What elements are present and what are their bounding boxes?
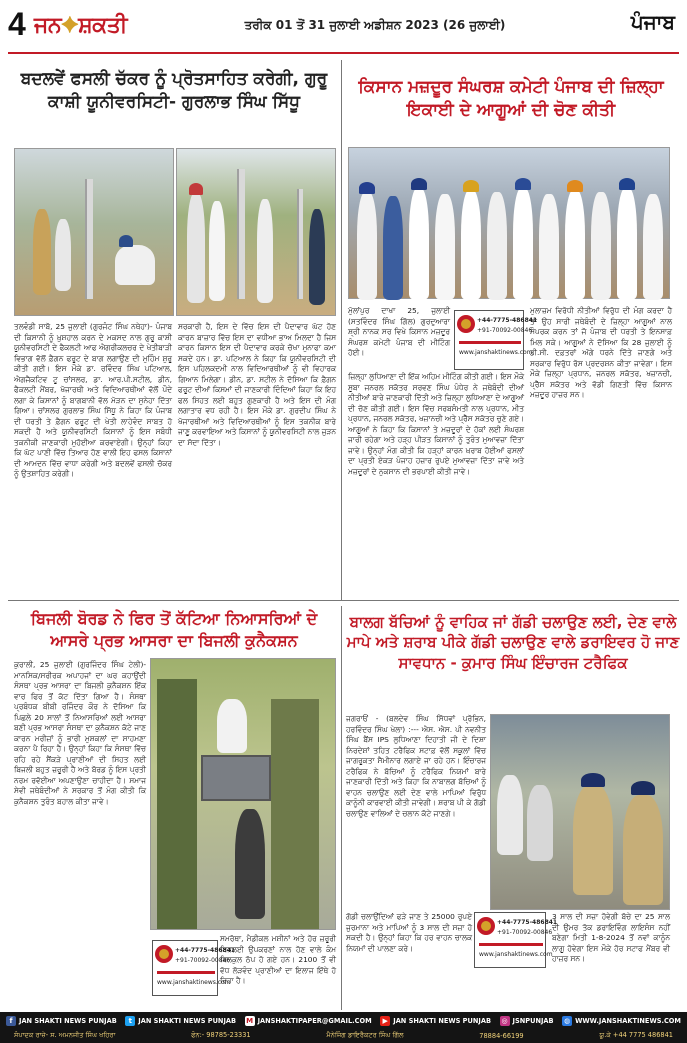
brand-part1: ਜਨ [34, 12, 62, 37]
story-a-photo-orchard[interactable] [176, 148, 336, 316]
person-figure [257, 199, 273, 303]
person-figure [217, 699, 247, 753]
ad-website: www.janshaktinews.com [479, 951, 553, 958]
pole-shape [237, 169, 245, 299]
person-figure [357, 192, 377, 300]
email-address: JANSHAKTIPAPER@GMAIL.COM [257, 1016, 372, 1025]
story-b-body-col1: ਮੁੱਲਾਂਪੁਰ ਦਾਖਾ 25, ਜੁਲਾਈ (ਸਤਵਿੰਦਰ ਸਿੰਘ ਗਿੱਲ) ਗੁਰਦੁਆਰਾ ਸ਼੍ਰੀ ਨਾਨਕ ਸਰ ਵਿਖੇ ਕਿਸਾਨ ਮਜ਼ਦੂਰ ਸੰਘਰਸ਼ ਕਮੇਟੀ ਪੰਜਾਬ ਦੀ ਮੀਟਿੰਗ ਹੋਈ। [348, 306, 450, 358]
footer-director: ਮੈਨੇਜਿੰਗ ਡਾਇਰੈਕਟਰ ਸਿੰਘ ਗਿੱਲ [326, 1031, 404, 1039]
newspaper-logo[interactable] [34, 12, 127, 38]
story-a-body-col2: ਸਰਕਾਰੀ ਹੈ, ਇਸ ਦੇ ਵਿੱਚ ਇਸ ਦੀ ਪੈਦਾਵਾਰ ਘੱਟ ਹੋਣ ਕਾਰਨ ਬਾਜ਼ਾਰ ਵਿੱਚ ਇਸ ਦਾ ਵਧੀਆ ਭਾਅ ਮਿਲਦਾ ਹੈ ਜਿਸ ਕਾਰਨ ਕਿਸਾਨ ਇਸ ਦੀ ਪੈਦਾਵਾਰ ਕਰਕੇ ਚੋਖਾ ਮੁਨਾਫਾ ਕਮਾ ਸਕਦੇ ਹਨ। ਡਾ. ਪਟਿਆਲ ਨੇ ਕਿਹਾ ਕਿ ਯੂਨੀਵਰਸਿਟੀ ਦੀ ਇਸ ਪਹਿਲਕਦਮੀ ਨਾਲ ਵਿਦਿਆਰਥੀਆਂ ਨੂੰ ਵੀ ਵਿਹਾਰਕ ਗਿਆਨ ਮਿਲੇਗਾ। ਡੀਨ, ਡਾ. ਸਟੀਲ ਨੇ ਦੱਸਿਆ ਕਿ ਫ਼ੈਗਨ ਫਰੂਟ ਦੀਆਂ ਕਿਸਮਾਂ ਦੀ ਜਾਣਕਾਰੀ ਦਿੰਦਿਆਂ ਕਿਹਾ ਕਿ ਇਹ ਫਲ ਸਿਹਤ ਲਈ ਬਹੁਤ ਗੁਣਕਾਰੀ ਹੈ ਅਤੇ ਇਸ ਦੀ ਮੰਗ ਲਗਾਤਾਰ ਵਧ ਰਹੀ ਹੈ। ਇਸ ਮੌਕੇ ਡਾ. ਗੁਰਦੀਪ ਸਿੰਘ ਨੇ ਖੋਜਾਰਥੀਆਂ ਅਤੇ ਵਿਦਿਆਰਥੀਆਂ ਨੂੰ ਇਸ ਤਕਨੀਕ ਬਾਰੇ ਜਾਣੂ ਕਰਵਾਇਆ ਅਤੇ ਕਿਸਾਨਾਂ ਨੂੰ ਯੂਨੀਵਰਸਿਟੀ ਨਾਲ ਜੁੜਨ ਦਾ ਸੱਦਾ ਦਿੱਤਾ। [178, 322, 336, 447]
story-b-body-col2: ਜ਼ਿਲ੍ਹਾ ਲੁਧਿਆਣਾ ਦੀ ਇੱਕ ਅਹਿਮ ਮੀਟਿੰਗ ਕੀਤੀ ਗਈ। ਇਸ ਮੌਕੇ ਸੂਬਾ ਜਨਰਲ ਸਕੱਤਰ ਸਰਵਣ ਸਿੰਘ ਪੰਧੇਰ ਨੇ ਜਥੇਬੰਦੀ ਦੀਆਂ ਨੀਤੀਆਂ ਬਾਰੇ ਜਾਣਕਾਰੀ ਦਿੱਤੀ ਅਤੇ ਜ਼ਿਲ੍ਹਾ ਲੁਧਿਆਣਾ ਦੇ ਆਗੂਆਂ ਦੀ ਚੋਣ ਕੀਤੀ ਗਈ। ਇਸ ਵਿੱਚ ਸਰਬਸੰਮਤੀ ਨਾਲ ਪ੍ਰਧਾਨ, ਮੀਤ ਪ੍ਰਧਾਨ, ਜਨਰਲ ਸਕੱਤਰ, ਖਜ਼ਾਨਚੀ ਅਤੇ ਪ੍ਰੈੱਸ ਸਕੱਤਰ ਚੁਣੇ ਗਏ। ਆਗੂਆਂ ਨੇ ਕਿਹਾ ਕਿ ਕਿਸਾਨਾਂ ਤੇ ਮਜ਼ਦੂਰਾਂ ਦੇ ਹੱਕਾਂ ਲਈ ਸੰਘਰਸ਼ ਜਾਰੀ ਰਹੇਗਾ ਅਤੇ ਹੜ੍ਹ ਪੀੜਤ ਕਿਸਾਨਾਂ ਨੂੰ ਤੁਰੰਤ ਮੁਆਵਜ਼ਾ ਦਿੱਤਾ ਜਾਵੇ। ਉਨ੍ਹਾਂ ਮੰਗ ਕੀਤੀ ਕਿ ਹੜ੍ਹਾਂ ਕਾਰਨ ਖ਼ਰਾਬ ਹੋਈਆਂ ਫਸਲਾਂ ਦਾ ਪ੍ਰਤੀ ਏਕੜ ਪੰਜਾਹ ਹਜ਼ਾਰ ਰੁਪਏ ਮੁਆਵਜ਼ਾ ਦਿੱਤਾ ਜਾਵੇ ਅਤੇ ਮਜ਼ਦੂਰਾਂ ਦੇ ਨੁਕਸਾਨ ਦੀ ਭਰਪਾਈ ਕੀਤੀ ਜਾਵੇ। [348, 372, 524, 476]
story-b-body-col3: ਮੁਲਾਜ਼ਮ ਵਿਰੋਧੀ ਨੀਤੀਆਂ ਵਿਰੁੱਧ ਦੀ ਮੰਗ ਕਰਦਾ ਹੈ ਤਾਂ ਉਹ ਸਾਰੀ ਜਥੇਬੰਦੀ ਦੇ ਜ਼ਿਲ੍ਹਾ ਆਗੂਆਂ ਨਾਲ ਸੰਪਰਕ ਕਰਨ ਤਾਂ ਜੋ ਪੰਜਾਬ ਦੀ ਧਰਤੀ ਤੇ ਇਨਸਾਫ਼ ਮਿਲ ਸਕੇ। ਆਗੂਆਂ ਨੇ ਦੱਸਿਆ ਕਿ 28 ਜੁਲਾਈ ਨੂੰ ਡੀ.ਸੀ. ਦਫ਼ਤਰਾਂ ਅੱਗੇ ਧਰਨੇ ਦਿੱਤੇ ਜਾਣਗੇ ਅਤੇ ਸਰਕਾਰ ਵਿਰੁੱਧ ਰੋਸ ਪ੍ਰਦਰਸ਼ਨ ਕੀਤਾ ਜਾਵੇਗਾ। ਇਸ ਮੌਕੇ ਜ਼ਿਲ੍ਹਾ ਪ੍ਰਧਾਨ, ਜਨਰਲ ਸਕੱਤਰ, ਖਜ਼ਾਨਚੀ, ਪ੍ਰੈੱਸ ਸਕੱਤਰ ਅਤੇ ਵੱਡੀ ਗਿਣਤੀ ਵਿੱਚ ਕਿਸਾਨ ਮਜ਼ਦੂਰ ਹਾਜ਼ਰ ਸਨ। [530, 306, 672, 400]
ad-phone-2: +91-70092-00846 [477, 327, 533, 334]
ad-phone: +44-7775-486841 [175, 947, 236, 954]
twitter-icon: t [125, 1016, 135, 1026]
jan-shakti-ad[interactable] [454, 310, 538, 370]
person-figure [33, 209, 51, 295]
footer-facebook-link[interactable] [6, 1016, 117, 1026]
footer-youtube-link[interactable] [380, 1016, 491, 1026]
person-figure [497, 775, 523, 855]
brand-logo-icon [457, 315, 475, 333]
section-divider [8, 600, 679, 601]
turban-shape [567, 180, 583, 192]
person-figure [643, 194, 663, 300]
ad-divider [479, 943, 543, 946]
person-figure [187, 193, 205, 303]
masthead [0, 0, 687, 50]
footer-email-link[interactable] [245, 1016, 372, 1026]
person-figure [573, 785, 613, 895]
globe-icon: ◍ [564, 1016, 571, 1025]
column-divider [341, 606, 342, 1010]
jan-shakti-ad[interactable] [152, 940, 236, 996]
pole-shape [157, 679, 197, 929]
story-d-body-col2: ਗੱਡੀ ਚਲਾਉਂਦਿਆਂ ਫੜੇ ਜਾਣ ਤੇ 25000 ਰੁਪਏ ਜੁਰਮਾਨਾ ਅਤੇ ਮਾਪਿਆਂ ਨੂੰ 3 ਸਾਲ ਦੀ ਸਜ਼ਾ ਹੋ ਸਕਦੀ ਹੈ। ਉਨ੍ਹਾਂ ਕਿਹਾ ਕਿ ਹਰ ਵਾਹਨ ਚਾਲਕ ਨਿਯਮਾਂ ਦੀ ਪਾਲਣਾ ਕਰੇ। [346, 912, 472, 953]
brand-star-icon: ✦ [61, 12, 79, 37]
person-figure [409, 188, 429, 300]
instagram-icon: ◎ [501, 1016, 508, 1025]
person-figure [513, 188, 533, 300]
footer-india-phone[interactable]: ਫੋਨ:- 98785-23331 [191, 1031, 251, 1039]
section-title: ਪੰਜਾਬ [630, 10, 675, 34]
footer-mobile[interactable]: 78884-66199 [479, 1031, 524, 1040]
story-c-headline[interactable]: ਬਿਜਲੀ ਬੋਰਡ ਨੇ ਫਿਰ ਤੋਂ ਕੱਟਿਆ ਨਿਆਸਰਿਆਂ ਦੇ ਆਸਰੇ ਪ੍ਰਭ ਆਸਰਾ ਦਾ ਬਿਜਲੀ ਕੁਨੈਕਸ਼ਨ [30, 609, 318, 650]
ad-website: www.janshaktinews.com [459, 349, 533, 356]
person-figure [617, 188, 637, 300]
jan-shakti-ad[interactable] [474, 912, 558, 968]
ad-phone-2: +91-70092-00846 [497, 929, 553, 936]
story-c-transformer-photo[interactable] [150, 658, 336, 930]
person-figure [591, 192, 611, 300]
person-figure [487, 192, 507, 300]
facebook-icon: f [6, 1016, 16, 1026]
footer-contact-row [0, 1029, 687, 1042]
story-c-body-col1: ਕੁਰਾਲੀ, 25 ਜੁਲਾਈ (ਗੁਰਜਿੰਦਰ ਸਿੰਘ ਟੇਲੀ)- ਮਾਨਸਿਕ/ਸਰੀਰਕ ਅਪਾਹਜਾਂ ਦਾ ਘਰ ਕਹਾਉਂਦੀ ਸੰਸਥਾ ਪ੍ਰਭ ਆਸਰਾ ਦਾ ਬਿਜਲੀ ਕੁਨੈਕਸ਼ਨ ਇੱਕ ਵਾਰ ਫਿਰ ਤੋਂ ਕੱਟ ਦਿੱਤਾ ਗਿਆ ਹੈ। ਸੰਸਥਾ ਪ੍ਰਬੰਧਕ ਬੀਬੀ ਰਜਿੰਦਰ ਕੌਰ ਨੇ ਦੱਸਿਆ ਕਿ ਪਿਛਲੇ 20 ਸਾਲਾਂ ਤੋਂ ਨਿਆਸਰਿਆਂ ਲਈ ਆਸਰਾ ਬਣੀ ਪ੍ਰਭ ਆਸਰਾ ਸੰਸਥਾ ਦਾ ਕੁਨੈਕਸ਼ਨ ਕੱਟੇ ਜਾਣ ਕਾਰਨ ਮਰੀਜ਼ਾਂ ਨੂੰ ਭਾਰੀ ਮੁਸ਼ਕਲਾਂ ਦਾ ਸਾਹਮਣਾ ਕਰਨਾ ਪੈ ਰਿਹਾ ਹੈ। ਉਨ੍ਹਾਂ ਕਿਹਾ ਕਿ ਸੰਸਥਾ ਵਿੱਚ ਰਹਿ ਰਹੇ ਸੈਂਕੜੇ ਪ੍ਰਾਣੀਆਂ ਦੀ ਸਿਹਤ ਲਈ ਬਿਜਲੀ ਬਹੁਤ ਜ਼ਰੂਰੀ ਹੈ ਅਤੇ ਬੋਰਡ ਨੂੰ ਇਸ ਪ੍ਰਤੀ ਨਰਮ ਰਵੱਈਆ ਅਪਣਾਉਣਾ ਚਾਹੀਦਾ ਹੈ। ਸਮਾਜ ਸੇਵੀ ਜਥੇਬੰਦੀਆਂ ਨੇ ਸਰਕਾਰ ਤੋਂ ਮੰਗ ਕੀਤੀ ਕਿ ਕੁਨੈਕਸ਼ਨ ਤੁਰੰਤ ਬਹਾਲ ਕੀਤਾ ਜਾਵੇ। [14, 660, 146, 806]
footer-uk-phone[interactable]: ਯੂ.ਕੇ +44 7775 486841 [599, 1031, 673, 1039]
footer-website-link[interactable] [562, 1016, 681, 1026]
turban-shape [411, 178, 427, 190]
page-number: 4 [8, 6, 26, 42]
story-b-headline[interactable]: ਕਿਸਾਨ ਮਜ਼ਦੂਰ ਸੰਘਰਸ਼ ਕਮੇਟੀ ਪੰਜਾਬ ਦੀ ਜ਼ਿਲ੍ਹਾ ਇਕਾਈ ਦੇ ਆਗੂਆਂ ਦੀ ਚੋਣ ਕੀਤੀ [358, 77, 664, 120]
footer-twitter-link[interactable] [125, 1016, 236, 1026]
story-d-headline[interactable]: ਬਾਲਗ ਬੱਚਿਆਂ ਨੂੰ ਵਾਹਿਕ ਜਾਂ ਗੱਡੀ ਚਲਾਉਣ ਲਈ, ਦੇਣ ਵਾਲੇ ਮਾਪੇ ਅਤੇ ਸ਼ਰਾਬ ਪੀਕੇ ਗੱਡੀ ਚਲਾਉਣ ਵਾਲੇ ਡਰਾਇਵਰ ਹੋ ਜਾਣ ਸਾਵਧਾਨ - ਕੁਮਾਰ ਸਿੰਘ ਇੰਚਾਰਜ ਟਰੈਫਿਕ [346, 613, 680, 672]
story-c-body-col2: ਸਮਰੱਥਾ, ਮੈਡੀਕਲ ਮਸ਼ੀਨਾਂ ਅਤੇ ਹੋਰ ਜ਼ਰੂਰੀ ਬਿਜਲਈ ਉਪਕਰਣਾਂ ਨਾਲ ਹੋਣ ਵਾਲੇ ਕੰਮ ਬਿਲਕੁਲ ਠੱਪ ਹੋ ਗਏ ਹਨ। 2100 ਤੋਂ ਵੀ ਵੱਧ ਲੋੜਵੰਦ ਪ੍ਰਾਣੀਆਂ ਦਾ ਇਲਾਜ ਇੱਥੇ ਹੋ ਰਿਹਾ ਹੈ। [220, 934, 336, 986]
facebook-handle: JAN SHAKTI NEWS PUNJAB [19, 1016, 117, 1025]
transformer-shape [201, 755, 271, 801]
twitter-handle: JAN SHAKTI NEWS PUNJAB [138, 1016, 237, 1025]
story-a-body-col1: ਤਲਵੰਡੀ ਸਾਬੋ, 25 ਜੁਲਾਈ (ਗੁਰਜੰਟ ਸਿੰਘ ਨਥੇਹਾ)- ਪੰਜਾਬ ਦੀ ਕਿਸਾਨੀ ਨੂੰ ਖ਼ੁਸ਼ਹਾਲ ਕਰਨ ਦੇ ਮਕਸਦ ਨਾਲ ਗੁਰੂ ਕਾਸ਼ੀ ਯੂਨੀਵਰਸਿਟੀ ਦੇ ਫੈਕਲਟੀ ਆਫ ਐਗਰੀਕਲਚਰ ਦੇ ਖੇਤੀਬਾੜੀ ਵਿਭਾਗ ਵੱਲੋਂ ਫ਼ੈਗਨ ਫਰੂਟ ਦੇ ਬਾਗ ਲਗਾਉਣ ਦੀ ਮੁਹਿੰਮ ਸ਼ੁਰੂ ਕੀਤੀ ਗਈ। ਇਸ ਮੌਕੇ ਡਾ. ਰਵਿੰਦਰ ਸਿੰਘ ਪਟਿਆਲ, ਐਗਜੈਕਟਿਵ ਟੂ ਚਾਂਸਲਰ, ਡਾ. ਆਰ.ਪੀ.ਸਟੀਲ, ਡੀਨ, ਫੈਕਲਟੀ ਮੈਂਬਰ, ਖੋਜਾਰਥੀ ਅਤੇ ਵਿਦਿਆਰਥੀਆਂ ਵੱਲੋਂ ਪੌਦੇ ਲਗਾ ਕੇ ਕਿਸਾਨਾਂ ਨੂੰ ਬਾਗਬਾਨੀ ਵੱਲ ਮੋੜਨ ਦਾ ਸੁਨੇਹਾ ਦਿੱਤਾ ਗਿਆ। ਚਾਂਸਲਰ ਗੁਰਲਾਭ ਸਿੰਘ ਸਿੱਧੂ ਨੇ ਕਿਹਾ ਕਿ ਪੰਜਾਬ ਦੀ ਧਰਤੀ ਤੇ ਫ਼ੈਗਨ ਫਰੂਟ ਦੀ ਖੇਤੀ ਲਾਹੇਵੰਦ ਸਾਬਤ ਹੋ ਸਕਦੀ ਹੈ ਅਤੇ ਯੂਨੀਵਰਸਿਟੀ ਕਿਸਾਨਾਂ ਨੂੰ ਇਸ ਸਬੰਧੀ ਤਕਨੀਕੀ ਜਾਣਕਾਰੀ ਮੁਹੱਈਆ ਕਰਵਾਏਗੀ। ਉਨ੍ਹਾਂ ਕਿਹਾ ਕਿ ਘੱਟ ਪਾਣੀ ਵਿੱਚ ਤਿਆਰ ਹੋਣ ਵਾਲੀ ਇਹ ਫਸਲ ਕਿਸਾਨਾਂ ਦੀ ਆਮਦਨ ਵਿੱਚ ਵਾਧਾ ਕਰੇਗੀ ਅਤੇ ਬਦਲਵੇਂ ਫਸਲੀ ਚੱਕਰ ਨੂੰ ਉਤਸ਼ਾਹਿਤ ਕਰੇਗੀ। [14, 322, 172, 479]
person-figure [383, 196, 403, 300]
story-a-headline[interactable]: ਬਦਲਵੇਂ ਫਸਲੀ ਚੱਕਰ ਨੂੰ ਪ੍ਰੋਤਸਾਹਿਤ ਕਰੇਗੀ, ਗੁਰੂ ਕਾਸ਼ੀ ਯੂਨੀਵਰਸਿਟੀ- ਗੁਰਲਾਭ ਸਿੰਘ ਸਿੱਧੂ [20, 69, 328, 112]
story-d-traffic-police-photo[interactable] [490, 714, 670, 910]
story-b-group-photo[interactable] [348, 147, 670, 299]
edition-dateline: ਤਰੀਕ 01 ਤੋਂ 31 ਜੁਲਾਈ ਅਡੀਸ਼ਨ 2023 (26 ਜੁਲਾਈ) [244, 18, 506, 32]
person-figure [527, 785, 553, 861]
masthead-rule [8, 52, 679, 54]
ad-divider [459, 341, 521, 344]
turban-shape [359, 182, 375, 194]
youtube-icon: ▶ [380, 1016, 390, 1026]
brand-logo-icon [155, 945, 173, 963]
person-figure [115, 245, 155, 285]
person-figure [309, 209, 325, 305]
brand-logo-icon [477, 917, 495, 935]
ad-phone-2: +91-70092-00846 [175, 957, 231, 964]
column-divider [341, 60, 342, 600]
person-figure [565, 190, 585, 300]
instagram-handle: JSNPUNJAB [512, 1016, 554, 1025]
person-figure [623, 795, 663, 905]
turban-shape [515, 178, 531, 190]
pole-shape [271, 699, 319, 929]
footer-social-row [0, 1013, 687, 1028]
turban-shape [189, 183, 203, 195]
story-d-body-col1: ਜਗਰਾਓਂ - (ਬਲਦੇਵ ਸਿੰਘ ਸਿੱਧਵਾਂ ਪ੍ਰੋਭਿਨ, ਹਰਵਿੰਦਰ ਸਿੰਘ ਖੇਲਾ) :--- ਐਸ. ਐਸ. ਪੀ ਨਵਨੀਤ ਸਿੰਘ ਬੈਂਸ IPS ਲੁਧਿਆਣਾ ਦਿਹਾਤੀ ਜੀ ਦੇ ਦਿਸ਼ਾ ਨਿਰਦੇਸ਼ਾਂ ਤਹਿਤ ਟਰੈਫਿਕ ਸਟਾਫ਼ ਵੱਲੋਂ ਸਕੂਲਾਂ ਵਿੱਚ ਜਾਗਰੂਕਤਾ ਸੈਮੀਨਾਰ ਲਗਾਏ ਜਾ ਰਹੇ ਹਨ। ਇੰਚਾਰਜ ਟਰੈਫਿਕ ਨੇ ਬੱਚਿਆਂ ਨੂੰ ਟਰੈਫਿਕ ਨਿਯਮਾਂ ਬਾਰੇ ਜਾਣਕਾਰੀ ਦਿੱਤੀ ਅਤੇ ਕਿਹਾ ਕਿ ਨਾਬਾਲਗ ਬੱਚਿਆਂ ਨੂੰ ਵਾਹਨ ਚਲਾਉਣ ਲਈ ਦੇਣ ਵਾਲੇ ਮਾਪਿਆਂ ਵਿਰੁੱਧ ਕਾਨੂੰਨੀ ਕਾਰਵਾਈ ਕੀਤੀ ਜਾਵੇਗੀ। ਸ਼ਰਾਬ ਪੀ ਕੇ ਗੱਡੀ ਚਲਾਉਣ ਵਾਲਿਆਂ ਦੇ ਚਲਾਨ ਕੱਟੇ ਜਾਣਗੇ। [346, 714, 486, 818]
story-d-body-col3: 3 ਸਾਲ ਦੀ ਸਜ਼ਾ ਹੋਵੇਗੀ ਬੱਚੇ ਦਾ 25 ਸਾਲ ਦੀ ਉਮਰ ਤੱਕ ਡਰਾਇਵਿੰਗ ਲਾਇਸੰਸ ਨਹੀਂ ਬਣੇਗਾ ਮਿਤੀ 1-8-2024 ਤੋਂ ਨਵਾਂ ਕਾਨੂੰਨ ਲਾਗੂ ਹੋਵੇਗਾ ਇਸ ਮੌਕੇ ਹੋਰ ਸਟਾਫ ਮੈਂਬਰ ਵੀ ਹਾਜ਼ਰ ਸਨ। [552, 912, 670, 964]
person-figure [55, 219, 71, 291]
story-a-photo-planting[interactable] [14, 148, 174, 316]
pole-shape [297, 189, 303, 299]
person-figure [235, 809, 265, 919]
turban-shape [581, 773, 605, 787]
ad-phone: +44-7775-486841 [477, 317, 538, 324]
turban-shape [463, 180, 479, 192]
brand-part2: ਸ਼ਕਤੀ [78, 12, 127, 37]
gmail-icon: M [246, 1016, 254, 1025]
person-figure [539, 194, 559, 300]
turban-shape [119, 235, 133, 247]
footer-editor: ਸੰਪਾਦਕ ਰਾਜ਼ੇ- ਸ. ਅਮਨਜੀਤ ਸਿੰਘ ਖਹਿਰਾ [14, 1031, 116, 1039]
person-figure [461, 190, 481, 300]
turban-shape [619, 178, 635, 190]
footer-instagram-link[interactable] [500, 1016, 554, 1026]
youtube-handle: JAN SHAKTI NEWS PUNJAB [393, 1016, 491, 1025]
pole-shape [85, 179, 93, 299]
turban-shape [631, 781, 655, 795]
ad-website: www.janshaktinews.com [157, 979, 231, 986]
ad-divider [157, 971, 215, 974]
ad-phone: +44-7775-486841 [497, 919, 558, 926]
person-figure [209, 201, 225, 301]
person-figure [435, 194, 455, 300]
website-url: WWW.JANSHAKTINEWS.COM [575, 1016, 681, 1025]
